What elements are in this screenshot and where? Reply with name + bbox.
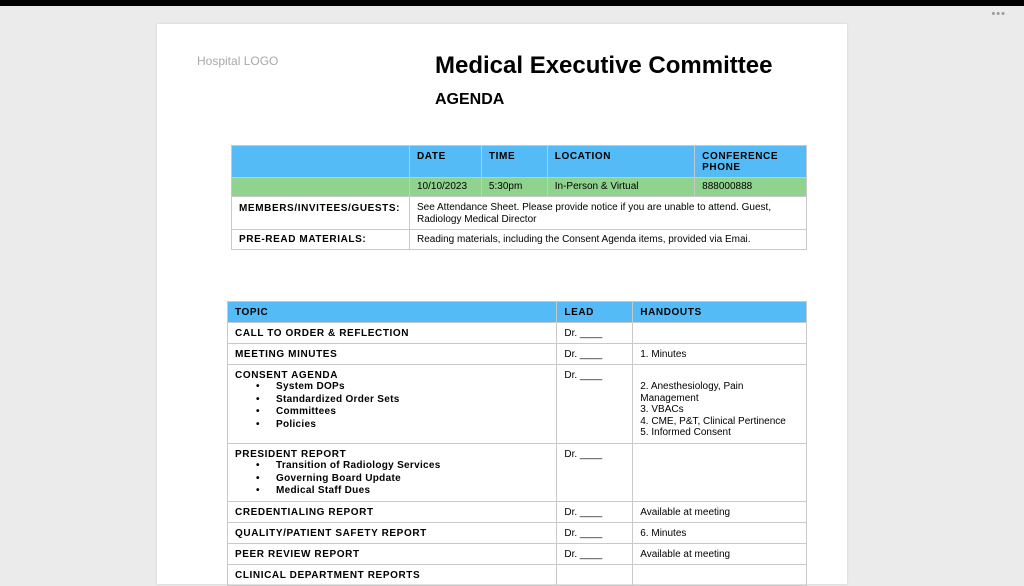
document-subtitle: AGENDA xyxy=(435,91,505,108)
document-page xyxy=(157,24,847,584)
table-row xyxy=(228,565,807,586)
document-title: Medical Executive Committee xyxy=(435,52,773,79)
handout-item: 4. CME, P&T, Clinical Pertinence xyxy=(640,415,786,427)
members-row xyxy=(232,197,807,230)
list-item: • Transition of Radiology Services xyxy=(276,460,549,473)
agenda-handouts: Available at meeting xyxy=(633,502,807,523)
list-item: • Committees xyxy=(276,406,549,419)
list-item: • System DOPs xyxy=(276,381,549,394)
meeting-info-header-row xyxy=(232,146,807,178)
header-cell-empty xyxy=(232,146,410,178)
agenda-header-row xyxy=(228,302,807,323)
list-item: • Policies xyxy=(276,419,549,432)
table-row xyxy=(228,523,807,544)
agenda-handouts xyxy=(633,323,807,344)
table-row xyxy=(228,544,807,565)
table-row xyxy=(228,502,807,523)
hospital-logo-placeholder: Hospital LOGO xyxy=(197,54,279,68)
agenda-topic: CREDENTIALING REPORT xyxy=(228,502,557,523)
agenda-table xyxy=(227,301,807,586)
agenda-lead: Dr. ____ xyxy=(557,323,633,344)
agenda-topic: CALL TO ORDER & REFLECTION xyxy=(228,323,557,344)
list-item: • Standardized Order Sets xyxy=(276,394,549,407)
agenda-handouts: 6. Minutes xyxy=(633,523,807,544)
members-label: MEMBERS/INVITEES/GUESTS: xyxy=(232,197,410,230)
agenda-handouts: Available at meeting xyxy=(633,544,807,565)
agenda-topic: MEETING MINUTES xyxy=(228,344,557,365)
agenda-handouts xyxy=(633,565,807,586)
preread-row xyxy=(232,230,807,250)
agenda-handouts-cell xyxy=(633,365,807,444)
handout-item: 5. Informed Consent xyxy=(640,427,731,438)
president-report-bullets xyxy=(235,460,549,498)
values-cell-empty xyxy=(232,178,410,197)
table-row xyxy=(228,365,807,444)
header-conference-phone: CONFERENCE PHONE xyxy=(695,146,807,178)
agenda-lead: Dr. ____ xyxy=(557,502,633,523)
top-bar xyxy=(0,0,1024,6)
meeting-info-table xyxy=(231,145,807,250)
table-row xyxy=(228,344,807,365)
header-location: LOCATION xyxy=(547,146,694,178)
preread-label: PRE-READ MATERIALS: xyxy=(232,230,410,250)
preread-text: Reading materials, including the Consent Agenda items, provided via Emai. xyxy=(409,230,806,250)
meeting-phone: 888000888 xyxy=(695,178,807,197)
members-text: See Attendance Sheet. Please provide notice if you are unable to attend. Guest, Radiology Medical Director xyxy=(409,197,806,230)
agenda-lead xyxy=(557,565,633,586)
list-item: • Medical Staff Dues xyxy=(276,485,549,498)
meeting-info-values-row xyxy=(232,178,807,197)
meeting-date: 10/10/2023 xyxy=(409,178,481,197)
agenda-topic: PRESIDENT REPORT xyxy=(235,449,347,460)
header-time: TIME xyxy=(481,146,547,178)
agenda-topic-cell xyxy=(228,365,557,444)
meeting-location: In-Person & Virtual xyxy=(547,178,694,197)
handout-item: 3. VBACs xyxy=(640,404,684,415)
header-date: DATE xyxy=(409,146,481,178)
agenda-topic: CLINICAL DEPARTMENT REPORTS xyxy=(228,565,557,586)
agenda-handouts xyxy=(633,444,807,502)
consent-agenda-bullets xyxy=(235,381,549,431)
table-row xyxy=(228,323,807,344)
agenda-lead: Dr. ____ xyxy=(557,444,633,502)
agenda-lead: Dr. ____ xyxy=(557,344,633,365)
agenda-topic: CONSENT AGENDA xyxy=(235,370,339,381)
agenda-lead: Dr. ____ xyxy=(557,523,633,544)
header-lead: LEAD xyxy=(557,302,633,323)
agenda-topic-cell xyxy=(228,444,557,502)
agenda-topic: QUALITY/PATIENT SAFETY REPORT xyxy=(228,523,557,544)
agenda-lead: Dr. ____ xyxy=(557,365,633,444)
agenda-lead: Dr. ____ xyxy=(557,544,633,565)
list-item: • Governing Board Update xyxy=(276,473,549,486)
agenda-topic: PEER REVIEW REPORT xyxy=(228,544,557,565)
header-topic: TOPIC xyxy=(228,302,557,323)
handout-item: 2. Anesthesiology, Pain Management xyxy=(640,381,744,404)
agenda-handouts: 1. Minutes xyxy=(633,344,807,365)
meeting-time: 5:30pm xyxy=(481,178,547,197)
header-handouts: HANDOUTS xyxy=(633,302,807,323)
table-row xyxy=(228,444,807,502)
more-options-icon[interactable]: ••• xyxy=(991,8,1006,20)
